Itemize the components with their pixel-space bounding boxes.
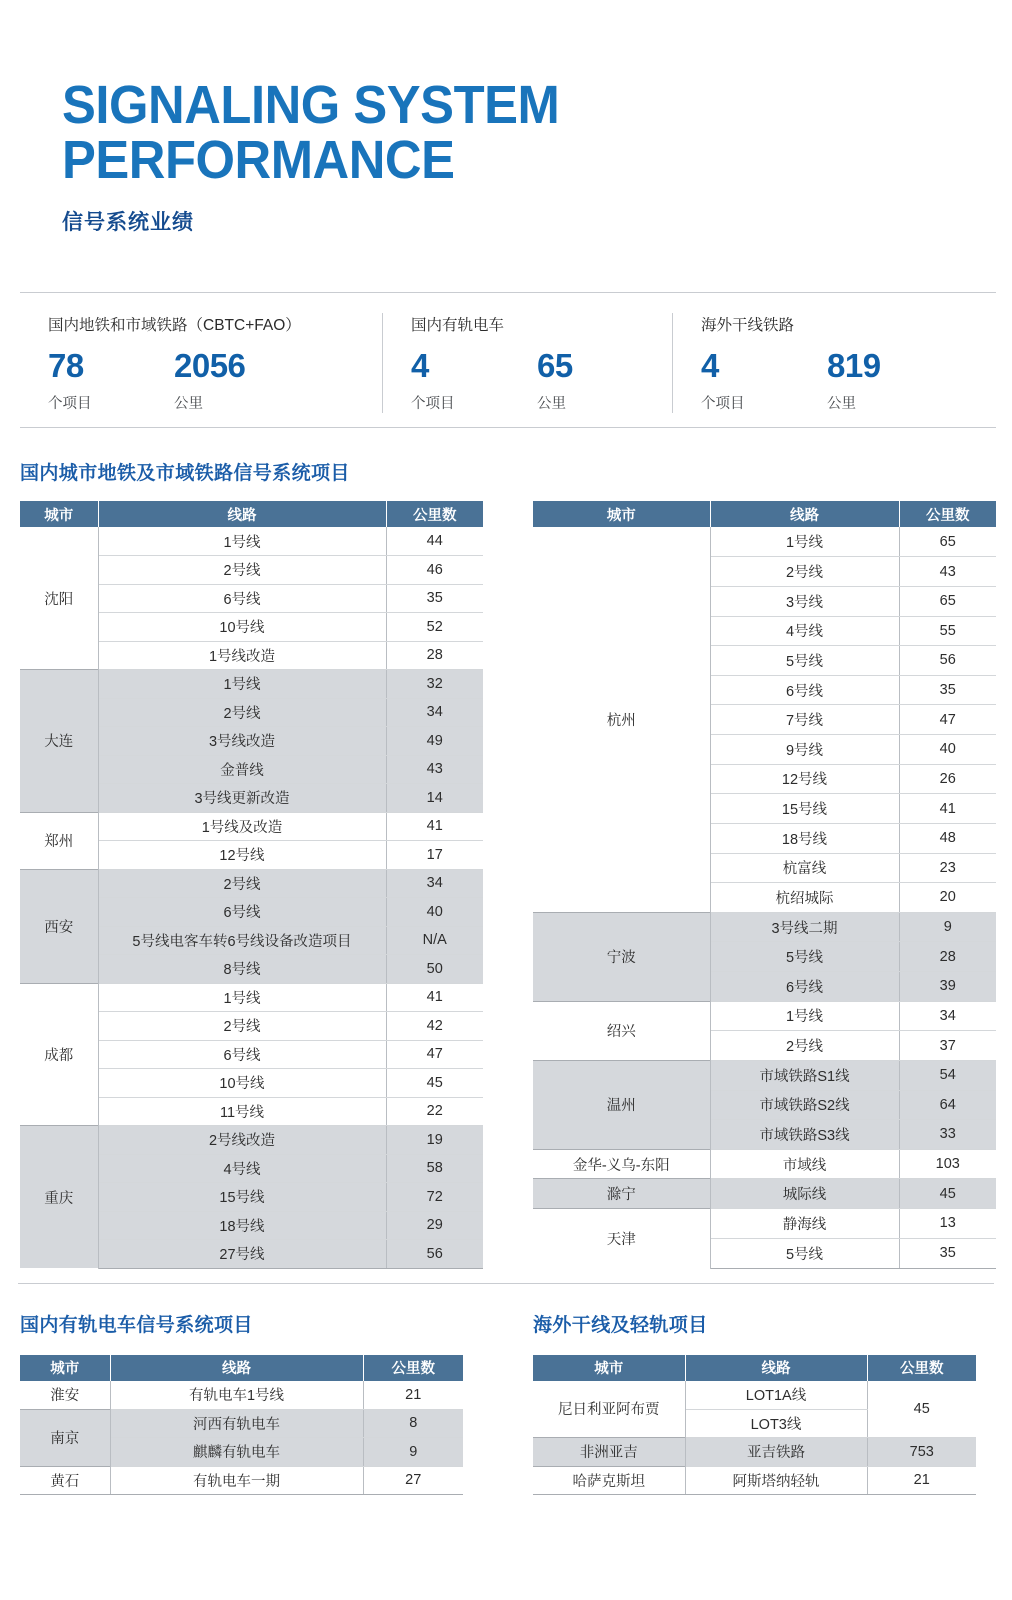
tram-table (20, 1355, 463, 1496)
bottom-tables (20, 1355, 992, 1496)
cell-city: 淮安 (20, 1381, 110, 1410)
cell-line: 阿斯塔纳轻轨 (685, 1466, 867, 1495)
cell-line: 5号线 (710, 1238, 899, 1268)
cell-km: 44 (386, 527, 483, 556)
cell-city: 南京 (20, 1409, 110, 1466)
table-row (533, 1466, 976, 1495)
cell-line: 市域铁路S2线 (710, 1090, 899, 1120)
col-header-city: 城市 (533, 501, 710, 527)
stat-value: 819 (827, 347, 881, 385)
section-title-overseas: 海外干线及轻轨项目 (533, 1314, 708, 1336)
cell-line: 河西有轨电车 (110, 1409, 363, 1438)
cell-line: 12号线 (710, 764, 899, 794)
cell-km: 52 (386, 613, 483, 642)
cell-line: 麒麟有轨电车 (110, 1438, 363, 1467)
cell-line: 18号线 (710, 823, 899, 853)
cell-city: 绍兴 (533, 1001, 710, 1060)
cell-km: 21 (867, 1466, 976, 1495)
stat-metric (174, 349, 300, 413)
cell-km: N/A (386, 926, 483, 955)
stat-metric (411, 349, 537, 413)
table-row (20, 670, 483, 699)
cell-line: 8号线 (98, 955, 386, 984)
cell-line: 1号线 (710, 527, 899, 557)
cell-line: 市域铁路S3线 (710, 1120, 899, 1150)
cell-km: 41 (899, 794, 996, 824)
table-row (533, 1149, 996, 1179)
table-row (533, 1001, 996, 1031)
table-row (20, 1409, 463, 1438)
cell-line: 5号线电客车转6号线设备改造项目 (98, 926, 386, 955)
col-header-line: 线路 (110, 1355, 363, 1381)
table-row (20, 983, 483, 1012)
stat-metrics (411, 349, 672, 413)
cell-km: 29 (386, 1211, 483, 1240)
cell-line: 静海线 (710, 1209, 899, 1239)
cell-line: 3号线更新改造 (98, 784, 386, 813)
page-title-line-1: SIGNALING SYSTEM (62, 75, 560, 135)
cell-line: 1号线 (98, 670, 386, 699)
cell-city: 成都 (20, 983, 98, 1126)
section-metro (0, 458, 1012, 1269)
cell-city: 金华-义乌-东阳 (533, 1149, 710, 1179)
cell-km: 35 (899, 675, 996, 705)
overseas-table (533, 1355, 976, 1496)
cell-city: 哈萨克斯坦 (533, 1466, 685, 1495)
cell-km: 48 (899, 823, 996, 853)
cell-line: 5号线 (710, 646, 899, 676)
cell-city: 杭州 (533, 527, 710, 912)
cell-km: 19 (386, 1126, 483, 1155)
col-header-line: 线路 (710, 501, 899, 527)
cell-km: 43 (386, 755, 483, 784)
cell-line: LOT1A线 (685, 1381, 867, 1410)
cell-km: 54 (899, 1060, 996, 1090)
cell-line: 6号线 (710, 972, 899, 1002)
cell-km: 41 (386, 983, 483, 1012)
cell-city: 天津 (533, 1209, 710, 1269)
stat-value: 4 (701, 347, 719, 385)
cell-line: 3号线 (710, 586, 899, 616)
cell-line: 金普线 (98, 755, 386, 784)
stat-metric (48, 349, 174, 413)
cell-line: 4号线 (98, 1154, 386, 1183)
cell-km: 55 (899, 616, 996, 646)
table-row (20, 1466, 463, 1495)
cell-line: 5号线 (710, 942, 899, 972)
cell-city: 郑州 (20, 812, 98, 869)
cell-km: 72 (386, 1183, 483, 1212)
page-title-line-2: PERFORMANCE (62, 130, 455, 191)
cell-km: 753 (867, 1438, 976, 1467)
table-header-row (20, 501, 483, 527)
cell-km: 58 (386, 1154, 483, 1183)
cell-km: 40 (899, 735, 996, 765)
cell-line: 11号线 (98, 1097, 386, 1126)
cell-km: 34 (899, 1001, 996, 1031)
cell-km: 45 (867, 1381, 976, 1438)
section-divider (18, 1283, 994, 1284)
cell-km: 47 (899, 705, 996, 735)
cell-km: 28 (386, 641, 483, 670)
metro-right-body (533, 527, 996, 1268)
cell-city: 大连 (20, 670, 98, 813)
stats-strip (18, 292, 994, 428)
cell-line: 1号线及改造 (98, 812, 386, 841)
cell-km: 39 (899, 972, 996, 1002)
table-row (533, 1438, 976, 1467)
page-header (0, 0, 1012, 236)
stat-metrics (48, 349, 382, 413)
table-row (533, 527, 996, 557)
cell-line: 2号线 (98, 869, 386, 898)
stat-unit: 个项目 (411, 396, 455, 413)
table-header-row (533, 501, 996, 527)
cell-km: 45 (899, 1179, 996, 1209)
stat-unit: 公里 (174, 396, 203, 413)
cell-km: 21 (363, 1381, 463, 1410)
table-row (20, 1126, 483, 1155)
stat-block-overseas-mainline (672, 313, 996, 413)
table-header-row (533, 1355, 976, 1381)
cell-city: 宁波 (533, 912, 710, 1001)
cell-km: 40 (386, 898, 483, 927)
table-row (533, 1209, 996, 1239)
col-header-city: 城市 (533, 1355, 685, 1381)
cell-line: 9号线 (710, 735, 899, 765)
cell-line: 市域线 (710, 1149, 899, 1179)
cell-km: 17 (386, 841, 483, 870)
cell-km: 65 (899, 586, 996, 616)
col-header-line: 线路 (98, 501, 386, 527)
stats-bottom-divider (20, 427, 996, 428)
cell-line: 2号线 (98, 556, 386, 585)
cell-line: 亚吉铁路 (685, 1438, 867, 1467)
cell-km: 42 (386, 1012, 483, 1041)
overseas-body (533, 1381, 976, 1495)
stat-value: 2056 (174, 347, 246, 385)
cell-km: 28 (899, 942, 996, 972)
cell-line: 10号线 (98, 1069, 386, 1098)
cell-km: 9 (363, 1438, 463, 1467)
metro-tables (20, 501, 992, 1269)
tram-body (20, 1381, 463, 1495)
col-header-km: 公里数 (899, 501, 996, 527)
cell-line: 6号线 (98, 584, 386, 613)
cell-line: 10号线 (98, 613, 386, 642)
cell-km: 33 (899, 1120, 996, 1150)
cell-km: 65 (899, 527, 996, 557)
stat-value: 4 (411, 347, 429, 385)
cell-km: 9 (899, 912, 996, 942)
table-row (20, 869, 483, 898)
cell-km: 35 (899, 1238, 996, 1268)
cell-line: 15号线 (710, 794, 899, 824)
cell-km: 32 (386, 670, 483, 699)
cell-km: 34 (386, 869, 483, 898)
cell-km: 41 (386, 812, 483, 841)
page-title (62, 75, 955, 191)
stat-unit: 公里 (827, 396, 856, 413)
cell-km: 43 (899, 557, 996, 587)
cell-km: 13 (899, 1209, 996, 1239)
cell-km: 27 (363, 1466, 463, 1495)
metro-table-right (533, 501, 996, 1269)
cell-km: 37 (899, 1031, 996, 1061)
cell-line: 2号线 (98, 1012, 386, 1041)
cell-line: 有轨电车一期 (110, 1466, 363, 1495)
cell-line: 市域铁路S1线 (710, 1060, 899, 1090)
cell-km: 56 (899, 646, 996, 676)
cell-line: 18号线 (98, 1211, 386, 1240)
cell-city: 滁宁 (533, 1179, 710, 1209)
cell-city: 非洲亚吉 (533, 1438, 685, 1467)
table-row (533, 1381, 976, 1410)
cell-km: 56 (386, 1240, 483, 1269)
stat-label: 海外干线铁路 (701, 317, 795, 335)
cell-line: 2号线 (710, 1031, 899, 1061)
stat-value: 78 (48, 347, 84, 385)
cell-line: 杭绍城际 (710, 883, 899, 913)
table-row (20, 1381, 463, 1410)
cell-km: 20 (899, 883, 996, 913)
cell-line: 1号线 (98, 983, 386, 1012)
cell-km: 23 (899, 853, 996, 883)
cell-km: 64 (899, 1090, 996, 1120)
cell-km: 103 (899, 1149, 996, 1179)
cell-line: 3号线改造 (98, 727, 386, 756)
cell-km: 45 (386, 1069, 483, 1098)
cell-city: 沈阳 (20, 527, 98, 670)
metro-left-body (20, 527, 483, 1268)
stat-metric (537, 349, 663, 413)
table-row (533, 912, 996, 942)
cell-line: 6号线 (710, 675, 899, 705)
cell-line: 12号线 (98, 841, 386, 870)
stats-row (20, 293, 996, 427)
cell-km: 8 (363, 1409, 463, 1438)
stat-unit: 个项目 (48, 396, 92, 413)
cell-line: 2号线 (710, 557, 899, 587)
cell-line: 1号线改造 (98, 641, 386, 670)
cell-km: 22 (386, 1097, 483, 1126)
stat-label: 国内地铁和市域铁路（CBTC+FAO） (48, 317, 301, 335)
section-bottom (0, 1310, 1012, 1496)
stat-block-domestic-tram (382, 313, 672, 413)
stat-metric (701, 349, 827, 413)
cell-city: 西安 (20, 869, 98, 983)
cell-line: 2号线改造 (98, 1126, 386, 1155)
col-header-km: 公里数 (363, 1355, 463, 1381)
cell-km: 47 (386, 1040, 483, 1069)
cell-line: 有轨电车1号线 (110, 1381, 363, 1410)
stat-block-domestic-metro (20, 313, 382, 413)
cell-line: 3号线二期 (710, 912, 899, 942)
cell-line: 4号线 (710, 616, 899, 646)
cell-city: 重庆 (20, 1126, 98, 1269)
cell-line: 杭富线 (710, 853, 899, 883)
table-row (533, 1060, 996, 1090)
cell-km: 49 (386, 727, 483, 756)
cell-city: 尼日利亚阿布贾 (533, 1381, 685, 1438)
table-row (20, 812, 483, 841)
section-title-tram: 国内有轨电车信号系统项目 (20, 1314, 253, 1336)
cell-line: 15号线 (98, 1183, 386, 1212)
cell-line: 2号线 (98, 698, 386, 727)
stat-metrics (701, 349, 996, 413)
cell-km: 50 (386, 955, 483, 984)
stat-unit: 个项目 (701, 396, 745, 413)
cell-km: 34 (386, 698, 483, 727)
stat-unit: 公里 (537, 396, 566, 413)
cell-km: 26 (899, 764, 996, 794)
metro-table-left (20, 501, 483, 1269)
cell-line: 27号线 (98, 1240, 386, 1269)
cell-km: 35 (386, 584, 483, 613)
cell-line: 城际线 (710, 1179, 899, 1209)
cell-line: 1号线 (710, 1001, 899, 1031)
cell-line: 1号线 (98, 527, 386, 556)
cell-line: 6号线 (98, 898, 386, 927)
table-row (20, 527, 483, 556)
cell-km: 46 (386, 556, 483, 585)
stat-label: 国内有轨电车 (411, 317, 505, 335)
col-header-km: 公里数 (386, 501, 483, 527)
cell-city: 黄石 (20, 1466, 110, 1495)
cell-line: LOT3线 (685, 1409, 867, 1438)
table-header-row (20, 1355, 463, 1381)
bottom-titles (20, 1310, 992, 1337)
table-row (533, 1179, 996, 1209)
stat-metric (827, 349, 953, 413)
section-title-metro: 国内城市地铁及市域铁路信号系统项目 (20, 463, 350, 485)
page-subtitle: 信号系统业绩 (62, 211, 194, 235)
cell-km: 14 (386, 784, 483, 813)
cell-line: 7号线 (710, 705, 899, 735)
col-header-city: 城市 (20, 501, 98, 527)
col-header-km: 公里数 (867, 1355, 976, 1381)
col-header-city: 城市 (20, 1355, 110, 1381)
cell-line: 6号线 (98, 1040, 386, 1069)
stat-value: 65 (537, 347, 573, 385)
cell-city: 温州 (533, 1060, 710, 1149)
col-header-line: 线路 (685, 1355, 867, 1381)
